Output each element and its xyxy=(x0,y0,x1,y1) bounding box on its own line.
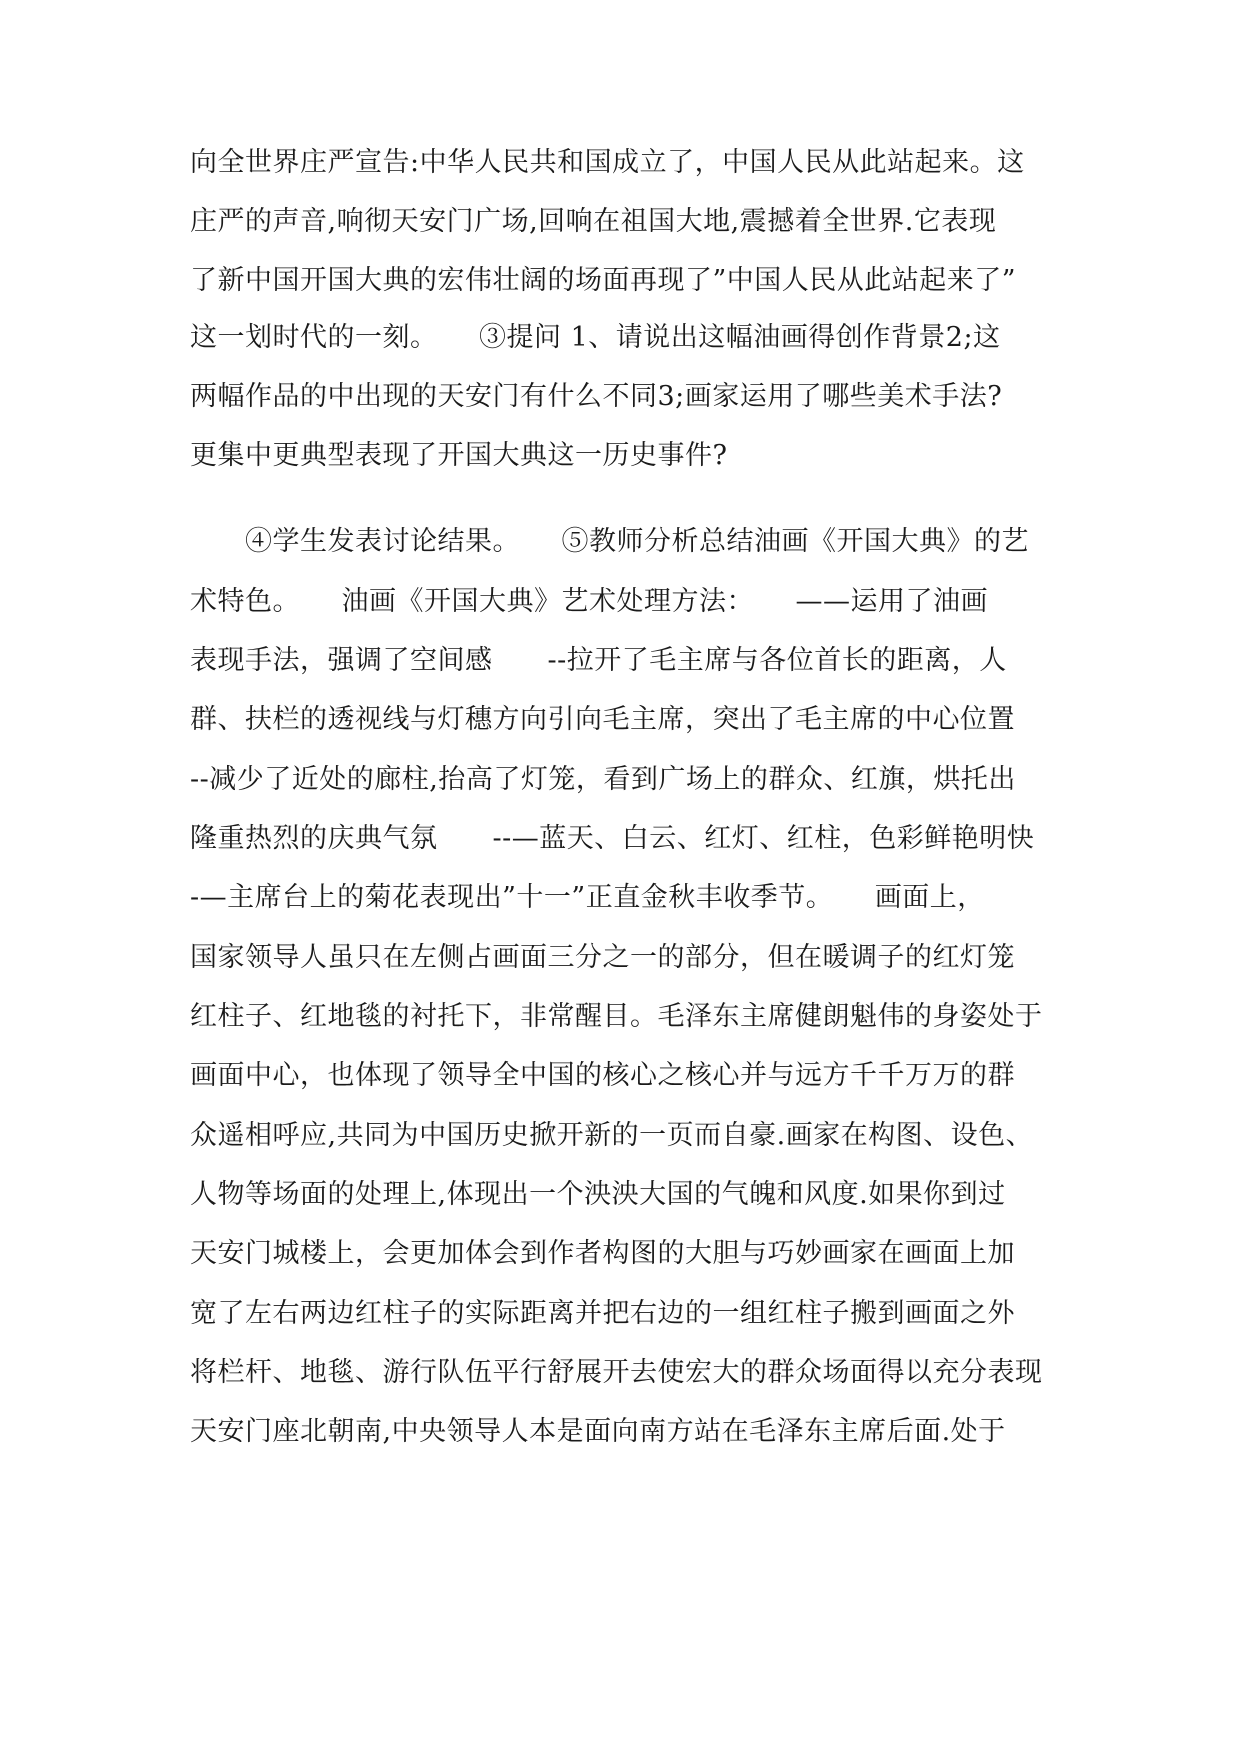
text-line: 两幅作品的中出现的天安门有什么不同3;画家运用了哪些美术手法? xyxy=(190,381,1003,412)
text-line: 向全世界庄严宣告:中华人民共和国成立了，中国人民从此站起来。这 xyxy=(190,147,1025,178)
text-line: 表现手法，强调了空间感 --拉开了毛主席与各位首长的距离，人 xyxy=(190,645,1007,676)
text-line: 了新中国开国大典的宏伟壮阔的场面再现了”中国人民从此站起来了” xyxy=(190,265,1017,296)
text-line: 国家领导人虽只在左侧占画面三分之一的部分，但在暖调子的红灯笼 xyxy=(190,942,1015,973)
text-line: 众遥相呼应,共同为中国历史掀开新的一页而自豪.画家在构图、设色、 xyxy=(190,1120,1034,1151)
text-line: 这一划时代的一刻。 ③提问 1、请说出这幅油画得创作背景2;这 xyxy=(190,322,1001,353)
text-line: -—主席台上的菊花表现出”十一”正直金秋丰收季节。 画面上， xyxy=(190,882,985,913)
text-line: 隆重热烈的庆典气氛 --—蓝天、白云、红灯、红柱，色彩鲜艳明快 xyxy=(190,823,1035,854)
text-line: 将栏杆、地毯、游行队伍平行舒展开去使宏大的群众场面得以充分表现 xyxy=(190,1357,1043,1388)
text-line: ④学生发表讨论结果。 ⑤教师分析总结油画《开国大典》的艺 xyxy=(190,526,1029,557)
text-line: 人物等场面的处理上,体现出一个泱泱大国的气魄和风度.如果你到过 xyxy=(190,1179,1006,1210)
text-line: 更集中更典型表现了开国大典这一历史事件? xyxy=(190,440,728,471)
text-line: 群、扶栏的透视线与灯穗方向引向毛主席，突出了毛主席的中心位置 xyxy=(190,704,1015,735)
text-line: 红柱子、红地毯的衬托下，非常醒目。毛泽东主席健朗魁伟的身姿处于 xyxy=(190,1001,1043,1032)
text-line: --减少了近处的廊柱,抬高了灯笼，看到广场上的群众、红旗，烘托出 xyxy=(190,764,1016,795)
text-line: 术特色。 油画《开国大典》艺术处理方法： ——运用了油画 xyxy=(190,586,988,617)
text-line: 天安门城楼上，会更加体会到作者构图的大胆与巧妙画家在画面上加 xyxy=(190,1238,1015,1269)
text-line: 天安门座北朝南,中央领导人本是面向南方站在毛泽东主席后面.处于 xyxy=(190,1416,1006,1447)
text-line: 画面中心，也体现了领导全中国的核心之核心并与远方千千万万的群 xyxy=(190,1060,1015,1091)
text-line: 宽了左右两边红柱子的实际距离并把右边的一组红柱子搬到画面之外 xyxy=(190,1298,1015,1329)
text-line: 庄严的声音,响彻天安门广场,回响在祖国大地,震撼着全世界.它表现 xyxy=(190,206,997,237)
